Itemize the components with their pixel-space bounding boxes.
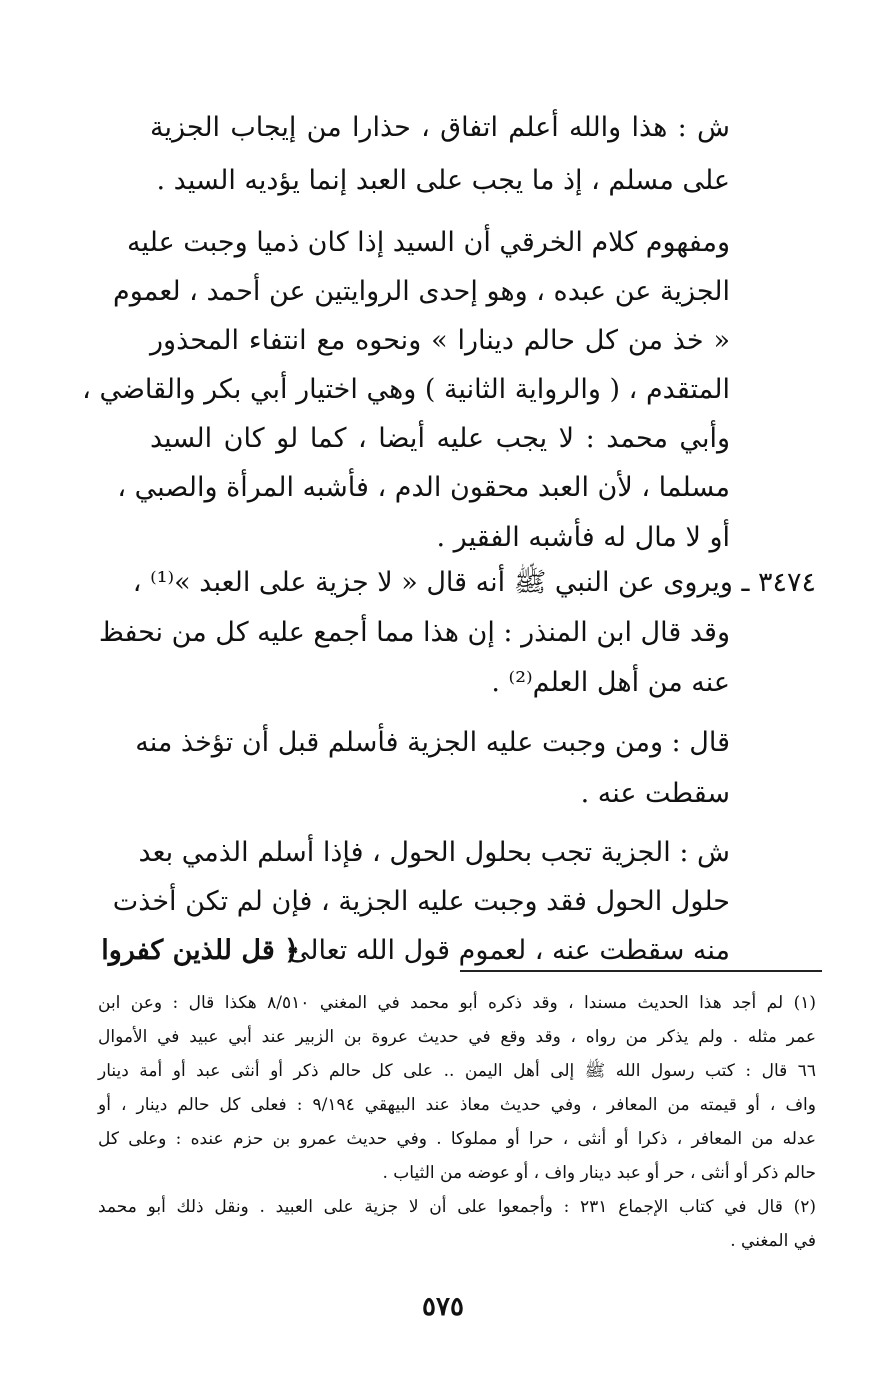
footnote-line: واف ، أو قيمته من المعافر ، وفي حديث معاذ عند البيهقي ٩/١٩٤ : فعلى كل حالم دينار ، أو xyxy=(98,1095,816,1115)
footnote-line: في المغني . xyxy=(730,1231,816,1251)
footnote-line: عدله من المعافر ، ذكرا أو أنثى ، حرا أو مملوكا . وفي حديث عمرو بن حزم عنده : وعلى كل xyxy=(98,1129,816,1149)
page-number: ٥٧٥ xyxy=(422,1292,464,1322)
hadith-line: ٣٤٧٤ ـ ويروى عن النبي ﷺ أنه قال « لا جزية على العبد »⁽¹⁾ ، xyxy=(132,567,816,598)
text-line: عنه من أهل العلم⁽²⁾ . xyxy=(491,667,730,698)
text-line: قال : ومن وجبت عليه الجزية فأسلم قبل أن تؤخذ منه xyxy=(135,727,730,758)
text-line: ومفهوم كلام الخرقي أن السيد إذا كان ذميا وجبت عليه xyxy=(127,227,730,258)
footnote-line: (١) لم أجد هذا الحديث مسندا ، وقد ذكره أبو محمد في المغني ٨/٥١٠ هكذا قال : وعن ابن xyxy=(98,993,816,1013)
text-line: « خذ من كل حالم دينارا » ونحوه مع انتفاء المحذور xyxy=(150,325,730,356)
text-line: وأبي محمد : لا يجب عليه أيضا ، كما لو كان السيد xyxy=(150,423,730,454)
text-line: المتقدم ، ( والرواية الثانية ) وهي اختيار أبي بكر والقاضي ، xyxy=(82,374,730,405)
quran-quote xyxy=(101,931,300,971)
text-line: سقطت عنه . xyxy=(580,778,730,809)
text-line: وقد قال ابن المنذر : إن هذا مما أجمع عليه كل من نحفظ xyxy=(98,617,730,648)
footnote-line: (٢) قال في كتاب الإجماع ٢٣١ : وأجمعوا على أن لا جزية على العبيد . ونقل ذلك أبو محمد xyxy=(98,1197,816,1217)
text-line: منه سقطت عنه ، لعموم قول الله تعالى xyxy=(287,935,730,966)
footnote-line: عمر مثله . ولم يذكر من رواه ، وقد وقع في حديث عروة بن الزبير عند أبي عبيد في الأموال xyxy=(98,1027,816,1047)
text-line: الجزية عن عبده ، وهو إحدى الروايتين عن أحمد ، لعموم xyxy=(113,276,730,307)
text-line: ش : هذا والله أعلم اتفاق ، حذارا من إيجاب الجزية xyxy=(150,112,730,143)
quran-quote-text: ﴿ قل للذين كفروا xyxy=(101,935,300,966)
text-line: مسلما ، لأن العبد محقون الدم ، فأشبه المرأة والصبي ، xyxy=(117,472,730,503)
footnote-divider xyxy=(460,970,822,972)
footnote-line: حالم ذكر أو أنثى ، حر أو عبد دينار واف ، أو عوضه من الثياب . xyxy=(382,1163,816,1183)
footnote-line: ٦٦ قال : كتب رسول الله ﷺ إلى أهل اليمن .. على كل حالم ذكر أو أنثى عبد أو أمة دينار xyxy=(98,1061,816,1081)
text-line: أو لا مال له فأشبه الفقير . xyxy=(436,522,730,553)
text-line: ش : الجزية تجب بحلول الحول ، فإذا أسلم الذمي بعد xyxy=(138,837,730,868)
text-line: على مسلم ، إذ ما يجب على العبد إنما يؤديه السيد . xyxy=(156,165,730,196)
text-line: حلول الحول فقد وجبت عليه الجزية ، فإن لم تكن أخذت xyxy=(112,886,730,917)
